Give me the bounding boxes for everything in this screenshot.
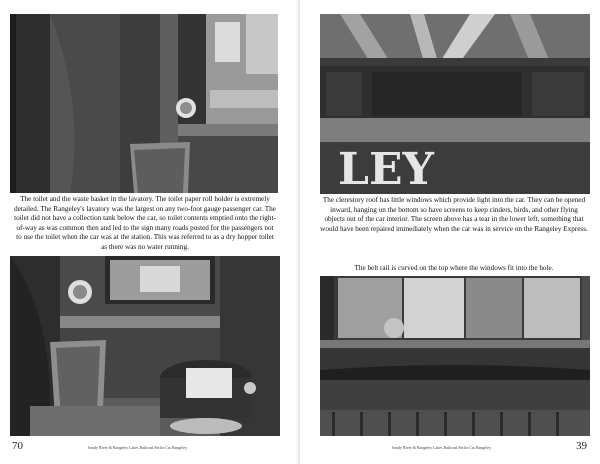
lavatory-corner-photo (10, 14, 278, 193)
belt-rail-photo (320, 276, 590, 436)
right-page-number: 39 (576, 440, 587, 452)
left-page-number: 70 (12, 440, 23, 452)
right-running-footer: Sandy River & Rangeley Lakes Railroad Parlor Car Rangeley (392, 445, 492, 450)
toilet-photo (10, 256, 280, 436)
left-running-footer: Sandy River & Rangeley Lakes Railroad Parlor Car Rangeley (88, 445, 188, 450)
right-bottom-caption: The belt rail is curved on the top where the windows fit into the hole. (354, 264, 554, 272)
left-caption: The toilet and the waste basket in the lavatory. The toilet paper roll holder is extremely detailed. The Rangeley's lavatory was the largest on any two-foot gauge passenger car. The toilet did not have a collection tank below the car, so toilet contents emptied onto the right-of-way as was common then and led to the sign many roads posted for the passengers not to use the toilet when the car was at the station. This was referred to as a dry hopper toilet as there was no water running. (14, 195, 276, 251)
letterboard-lettering: LEY (338, 144, 434, 194)
right-top-caption: The clerestory roof has little windows which provide light into the car. They can be opened inward, hanging on the bottom so have screens to keep cinders, birds, and other flying objects out of the car interior. The screen above has a tear in the lower left, something that would have been repaired immediately when the car was in service on the Rangeley Express. (320, 196, 588, 233)
clerestory-letterboard-photo (320, 14, 590, 194)
right-page (300, 0, 600, 464)
